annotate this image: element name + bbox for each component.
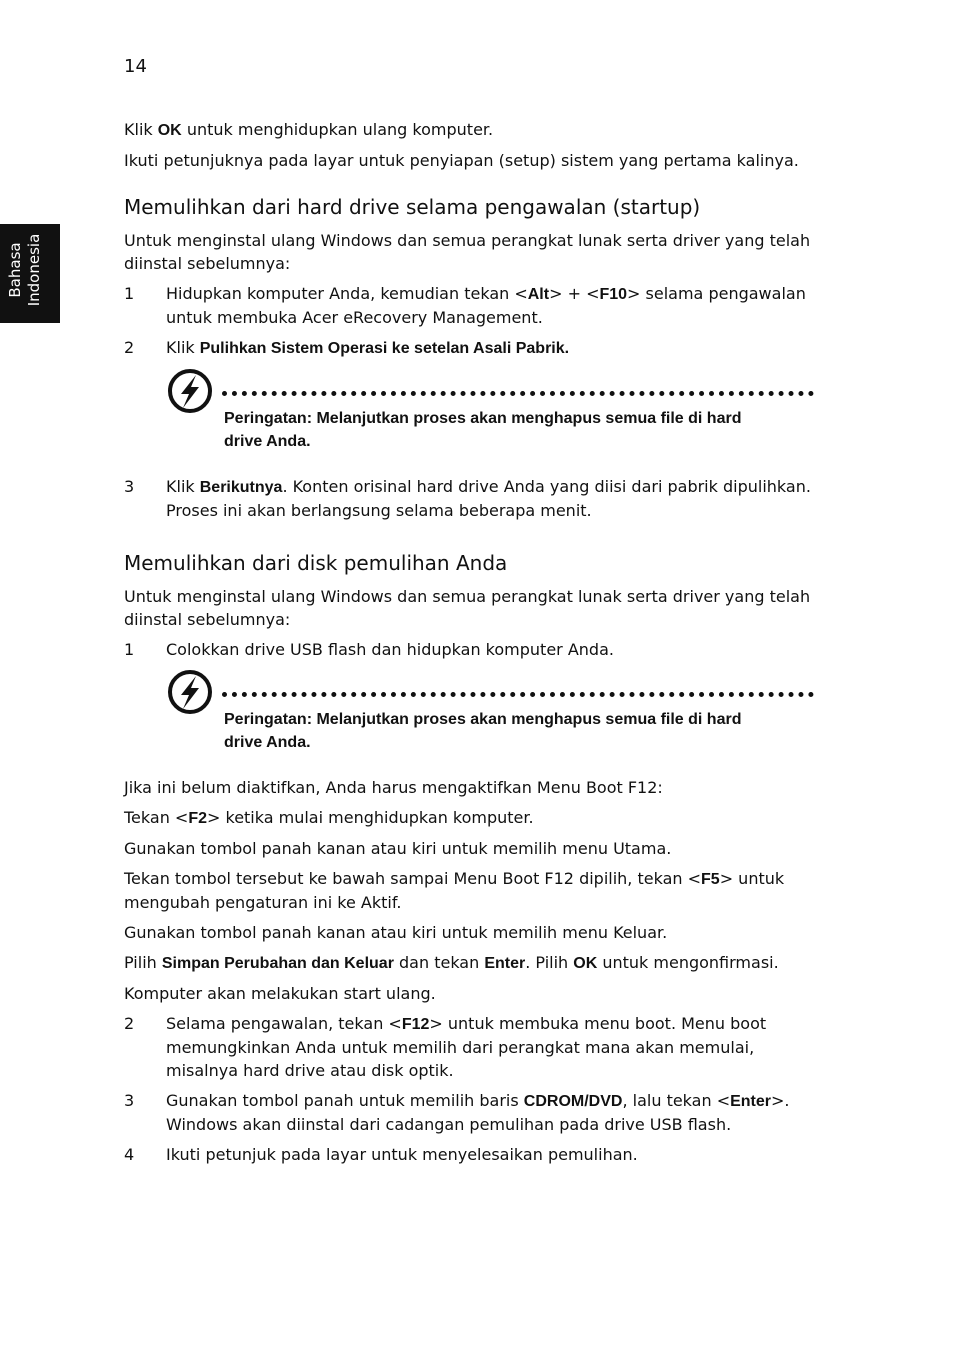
section2-text-7: Komputer akan melakukan start ulang. bbox=[124, 984, 436, 1003]
warning-lightning-icon bbox=[166, 668, 214, 716]
language-line-1: Bahasa bbox=[6, 242, 24, 298]
section2-text-5: Gunakan tombol panah kanan atau kiri untuk memilih menu Keluar. bbox=[124, 923, 668, 942]
section2-text-6: Pilih Simpan Perubahan dan Keluar dan tekan Enter. Pilih OK untuk mengonfirmasi. bbox=[124, 953, 779, 972]
list-item: 4 Ikuti petunjuk pada layar untuk menyelesaikan pemulihan. bbox=[124, 1145, 638, 1164]
page-number: 14 bbox=[124, 56, 147, 77]
section-heading-recovery-disk: Memulihkan dari disk pemulihan Anda bbox=[124, 551, 508, 575]
list-item: 2 Selama pengawalan, tekan <F12> untuk membuka menu boot. Menu boot memungkinkan Anda untuk memilih dari perangkat mana akan memulai, misalnya hard drive atau disk optik. bbox=[124, 1014, 767, 1080]
section1-paragraph: Untuk menginstal ulang Windows dan semua perangkat lunak serta driver yang telah diinstal sebelumnya: bbox=[124, 231, 811, 273]
warning-text: Peringatan: Melanjutkan proses akan menghapus semua file di hard drive Anda. bbox=[224, 711, 742, 751]
warning-text: Peringatan: Melanjutkan proses akan menghapus semua file di hard drive Anda. bbox=[224, 410, 742, 450]
list-item: 2 Klik Pulihkan Sistem Operasi ke setelan Asali Pabrik. bbox=[124, 338, 570, 357]
page-content bbox=[124, 118, 814, 1173]
warning-box bbox=[124, 668, 814, 766]
intro-paragraph-1: Klik OK untuk menghidupkan ulang komputer. bbox=[124, 120, 494, 139]
language-side-tab-label bbox=[6, 224, 56, 316]
warning-box bbox=[124, 367, 814, 465]
section2-text-1: Jika ini belum diaktifkan, Anda harus mengaktifkan Menu Boot F12: bbox=[124, 778, 663, 797]
warning-divider bbox=[222, 692, 814, 697]
section2-text-3: Gunakan tombol panah kanan atau kiri untuk memilih menu Utama. bbox=[124, 839, 672, 858]
warning-lightning-icon bbox=[166, 367, 214, 415]
warning-divider bbox=[222, 391, 814, 396]
section2-text-2: Tekan <F2> ketika mulai menghidupkan komputer. bbox=[124, 808, 534, 827]
section2-text-4: Tekan tombol tersebut ke bawah sampai Menu Boot F12 dipilih, tekan <F5> untuk mengubah pengaturan ini ke Aktif. bbox=[124, 869, 785, 912]
intro-paragraph-2: Ikuti petunjuknya pada layar untuk penyiapan (setup) sistem yang pertama kalinya. bbox=[124, 151, 799, 170]
list-item: 1 Hidupkan komputer Anda, kemudian tekan <Alt> + <F10> selama pengawalan untuk membuka Acer eRecovery Management. bbox=[124, 284, 806, 327]
list-item: 3 Klik Berikutnya. Konten orisinal hard drive Anda yang diisi dari pabrik dipulihkan. Proses ini akan berlangsung selama beberapa menit. bbox=[124, 477, 811, 520]
list-item: 3 Gunakan tombol panah untuk memilih baris CDROM/DVD, lalu tekan <Enter>. Windows akan diinstal dari cadangan pemulihan pada drive USB flash. bbox=[124, 1091, 790, 1134]
language-line-2: Indonesia bbox=[25, 233, 43, 307]
section2-paragraph: Untuk menginstal ulang Windows dan semua perangkat lunak serta driver yang telah diinstal sebelumnya: bbox=[124, 587, 811, 629]
section-heading-hard-drive: Memulihkan dari hard drive selama pengawalan (startup) bbox=[124, 195, 701, 219]
list-item: 1 Colokkan drive USB flash dan hidupkan komputer Anda. bbox=[124, 640, 614, 659]
